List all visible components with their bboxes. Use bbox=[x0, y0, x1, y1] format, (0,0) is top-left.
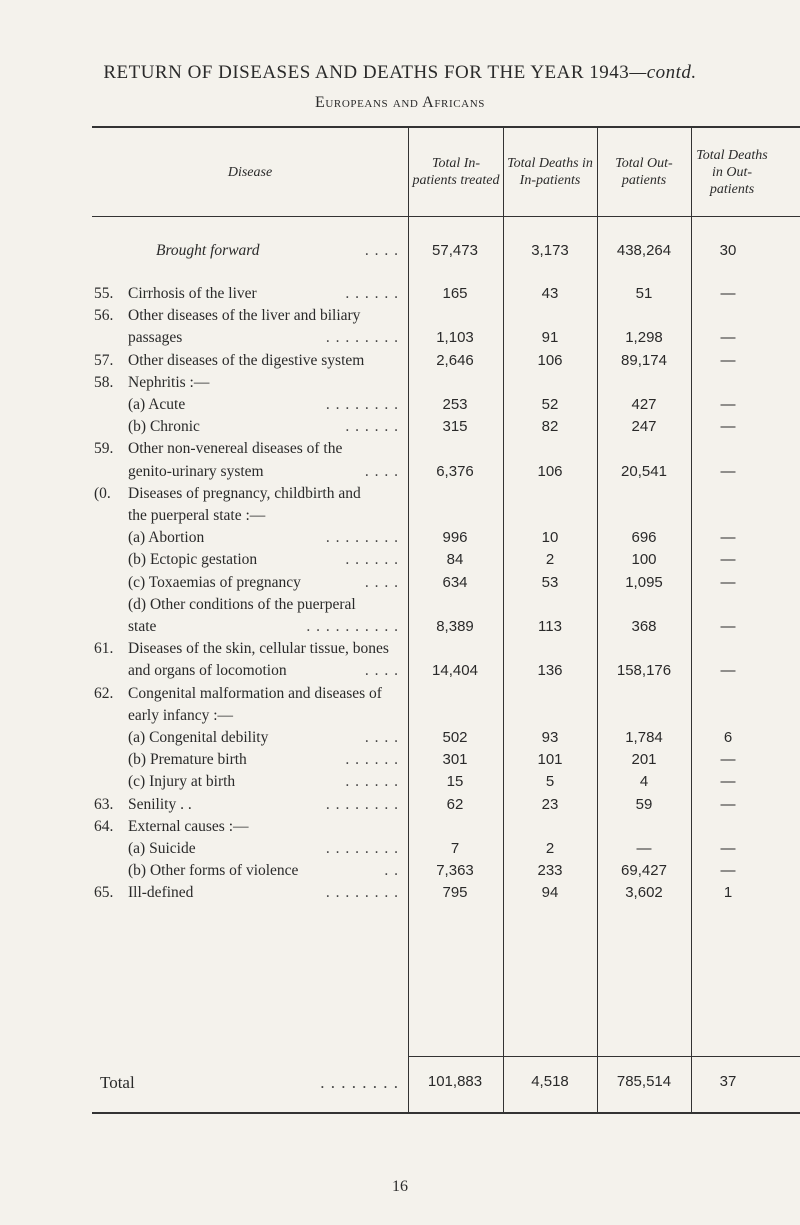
table-row bbox=[0, 418, 800, 439]
row-label-wrap bbox=[128, 796, 399, 814]
row-label: (a) Suicide bbox=[128, 840, 196, 857]
total-outpatients: 785,514 bbox=[616, 1073, 672, 1090]
page-number: 16 bbox=[392, 1178, 408, 1195]
row-dots: . . . . . . . . bbox=[325, 329, 399, 346]
row-label-wrap bbox=[128, 862, 399, 880]
row-label: (a) Acute bbox=[128, 396, 186, 413]
cell-deaths-out: — bbox=[720, 751, 736, 768]
cell-outpatients: 3,602 bbox=[625, 884, 663, 901]
row-index: 64. bbox=[94, 818, 114, 835]
row-label: and organs of locomotion bbox=[128, 662, 287, 679]
row-label: Senility . . bbox=[128, 796, 192, 813]
row-dots: . . . . . . . . bbox=[325, 396, 399, 413]
table-row bbox=[0, 529, 800, 550]
row-index: 56. bbox=[94, 307, 114, 324]
cell-deaths-out: — bbox=[720, 352, 736, 369]
cell-deaths-out: — bbox=[720, 396, 736, 413]
cell-outpatients: 696 bbox=[631, 529, 657, 546]
row-index: 63. bbox=[94, 796, 114, 813]
row-label-wrap bbox=[128, 551, 399, 569]
row-label: passages bbox=[128, 329, 183, 346]
cell-outpatients: 4 bbox=[639, 773, 649, 790]
total-dots: . . . . . . . . bbox=[320, 1073, 399, 1092]
row-label: early infancy :— bbox=[128, 707, 234, 724]
row-label: (b) Chronic bbox=[128, 418, 200, 435]
table-row bbox=[0, 640, 800, 661]
row-dots: . . . . . . bbox=[345, 751, 399, 768]
cell-outpatients: 427 bbox=[631, 396, 657, 413]
cell-inpatients: 165 bbox=[442, 285, 468, 302]
cell-deaths-in: 91 bbox=[541, 329, 559, 346]
row-label: Other non-venereal diseases of the bbox=[128, 440, 343, 457]
row-label: External causes :— bbox=[128, 818, 249, 835]
row-label: (c) Injury at birth bbox=[128, 773, 236, 790]
table-row bbox=[0, 884, 800, 905]
cell-outpatients: 247 bbox=[631, 418, 657, 435]
brought-forward-label-wrap bbox=[156, 242, 399, 260]
table-row bbox=[0, 329, 800, 350]
cell-deaths-in: 93 bbox=[541, 729, 559, 746]
cell-deaths-out: — bbox=[720, 329, 736, 346]
cell-inpatients: 502 bbox=[442, 729, 468, 746]
cell-inpatients: 795 bbox=[442, 884, 468, 901]
cell-deaths-out: — bbox=[720, 618, 736, 635]
row-label: (a) Abortion bbox=[128, 529, 205, 546]
row-label-wrap bbox=[128, 618, 399, 636]
cell-inpatients: 7,363 bbox=[436, 862, 474, 879]
row-label: Nephritis :— bbox=[128, 374, 210, 391]
table-row bbox=[0, 285, 800, 306]
brought-forward-dots: . . . . bbox=[364, 242, 399, 259]
row-label: Other diseases of the liver and biliary bbox=[128, 307, 361, 324]
row-dots: . . . . . . . . bbox=[325, 529, 399, 546]
header-outpatients: Total Out-patients bbox=[615, 156, 673, 188]
table-row bbox=[0, 374, 800, 395]
table-row bbox=[0, 352, 800, 373]
table-row bbox=[0, 729, 800, 750]
cell-outpatients: 51 bbox=[635, 285, 653, 302]
row-label: (a) Congenital debility bbox=[128, 729, 269, 746]
table-row bbox=[0, 662, 800, 683]
row-label-wrap bbox=[128, 329, 399, 347]
row-label: Congenital malformation and diseases of bbox=[128, 685, 382, 702]
cell-inpatients: 2,646 bbox=[436, 352, 474, 369]
table-row bbox=[0, 796, 800, 817]
row-label-wrap bbox=[128, 418, 399, 436]
row-index: 59. bbox=[94, 440, 114, 457]
cell-inpatients: 84 bbox=[446, 551, 464, 568]
row-label-wrap bbox=[128, 574, 399, 592]
row-label-wrap bbox=[128, 396, 399, 414]
cell-outpatients: — bbox=[636, 840, 652, 857]
row-label: state bbox=[128, 618, 157, 635]
row-label-wrap bbox=[128, 463, 399, 481]
cell-deaths-out: — bbox=[720, 418, 736, 435]
total-deaths-out: 37 bbox=[719, 1073, 737, 1090]
row-label: Other diseases of the digestive system bbox=[128, 352, 365, 369]
table-top-rule bbox=[92, 126, 800, 128]
title-contd: —contd. bbox=[629, 62, 697, 83]
table-row bbox=[0, 773, 800, 794]
cell-deaths-in: 94 bbox=[541, 884, 559, 901]
table-bottom-rule bbox=[92, 1112, 800, 1114]
table-row bbox=[0, 751, 800, 772]
row-label-wrap bbox=[128, 352, 399, 370]
cell-outpatients: 368 bbox=[631, 618, 657, 635]
brought-forward-inpatients: 57,473 bbox=[432, 242, 478, 259]
brought-forward-row bbox=[0, 242, 800, 263]
cell-deaths-out: — bbox=[720, 662, 736, 679]
row-dots: . . . . bbox=[364, 729, 399, 746]
table-row bbox=[0, 707, 800, 728]
cell-deaths-in: 52 bbox=[541, 396, 559, 413]
row-label: (b) Premature birth bbox=[128, 751, 247, 768]
cell-outpatients: 1,095 bbox=[625, 574, 663, 591]
cell-deaths-out: 6 bbox=[723, 729, 733, 746]
cell-deaths-in: 53 bbox=[541, 574, 559, 591]
row-dots: . . . . . . . . bbox=[325, 840, 399, 857]
cell-outpatients: 100 bbox=[631, 551, 657, 568]
cell-deaths-in: 106 bbox=[537, 352, 563, 369]
header-bottom-rule bbox=[92, 216, 800, 217]
table-row bbox=[0, 551, 800, 572]
brought-forward-deaths-in: 3,173 bbox=[531, 242, 569, 259]
cell-deaths-in: 43 bbox=[541, 285, 559, 302]
row-label-wrap bbox=[128, 307, 399, 325]
row-dots: . . . . . . . . . . bbox=[306, 618, 399, 635]
total-inpatients: 101,883 bbox=[427, 1073, 483, 1090]
row-dots: . . . . . . . . bbox=[325, 884, 399, 901]
cell-outpatients: 1,298 bbox=[625, 329, 663, 346]
cell-deaths-out: — bbox=[720, 551, 736, 568]
row-label-wrap bbox=[128, 507, 399, 525]
table-row bbox=[0, 507, 800, 528]
cell-deaths-in: 82 bbox=[541, 418, 559, 435]
table-row bbox=[0, 463, 800, 484]
row-label: Ill-defined bbox=[128, 884, 194, 901]
cell-deaths-in: 2 bbox=[545, 840, 555, 857]
row-label-wrap bbox=[128, 529, 399, 547]
table-row bbox=[0, 596, 800, 617]
table-row bbox=[0, 440, 800, 461]
cell-inpatients: 7 bbox=[450, 840, 460, 857]
cell-deaths-in: 233 bbox=[537, 862, 563, 879]
row-dots: . . . . . . bbox=[345, 285, 399, 302]
total-row bbox=[0, 1073, 800, 1094]
row-dots: . . . . . . bbox=[345, 418, 399, 435]
row-label-wrap bbox=[128, 640, 399, 658]
row-label-wrap bbox=[128, 840, 399, 858]
table-row bbox=[0, 618, 800, 639]
row-label-wrap bbox=[128, 751, 399, 769]
cell-outpatients: 1,784 bbox=[625, 729, 663, 746]
cell-outpatients: 89,174 bbox=[621, 352, 667, 369]
header-deaths-in-outpatients: Total Deaths in Out-patients bbox=[696, 147, 768, 197]
brought-forward-deaths-out: 30 bbox=[719, 242, 737, 259]
cell-inpatients: 996 bbox=[442, 529, 468, 546]
page-subtitle: Europeans and Africans bbox=[314, 94, 485, 111]
row-label: Diseases of pregnancy, childbirth and bbox=[128, 485, 361, 502]
cell-outpatients: 69,427 bbox=[621, 862, 667, 879]
row-label: genito-urinary system bbox=[128, 463, 264, 480]
table-row bbox=[0, 685, 800, 706]
cell-deaths-in: 2 bbox=[545, 551, 555, 568]
row-dots: . . . . . . bbox=[345, 551, 399, 568]
cell-inpatients: 62 bbox=[446, 796, 464, 813]
cell-inpatients: 1,103 bbox=[436, 329, 474, 346]
table-row bbox=[0, 574, 800, 595]
cell-deaths-in: 106 bbox=[537, 463, 563, 480]
row-label-wrap bbox=[128, 685, 399, 703]
cell-outpatients: 158,176 bbox=[616, 662, 672, 679]
cell-deaths-in: 101 bbox=[537, 751, 563, 768]
row-index: (0. bbox=[94, 485, 111, 502]
cell-deaths-in: 10 bbox=[541, 529, 559, 546]
cell-deaths-out: — bbox=[720, 796, 736, 813]
row-dots: . . . . bbox=[364, 463, 399, 480]
cell-deaths-out: — bbox=[720, 285, 736, 302]
page-title bbox=[0, 62, 800, 84]
cell-deaths-out: — bbox=[720, 463, 736, 480]
row-dots: . . . . . . bbox=[345, 773, 399, 790]
cell-deaths-out: — bbox=[720, 862, 736, 879]
table-row bbox=[0, 307, 800, 328]
total-deaths-in: 4,518 bbox=[531, 1073, 569, 1090]
table-row bbox=[0, 396, 800, 417]
cell-inpatients: 301 bbox=[442, 751, 468, 768]
header-deaths-in-inpatients: Total Deaths in In-patients bbox=[507, 156, 593, 188]
row-label: (b) Ectopic gestation bbox=[128, 551, 258, 568]
row-index: 58. bbox=[94, 374, 114, 391]
cell-deaths-in: 113 bbox=[538, 618, 562, 635]
row-index: 57. bbox=[94, 352, 114, 369]
row-label-wrap bbox=[128, 662, 399, 680]
row-label-wrap bbox=[128, 440, 399, 458]
row-label-wrap bbox=[128, 729, 399, 747]
total-label: Total bbox=[100, 1073, 135, 1092]
row-dots: . . . . bbox=[364, 662, 399, 679]
cell-outpatients: 201 bbox=[631, 751, 657, 768]
cell-deaths-out: — bbox=[720, 574, 736, 591]
cell-inpatients: 634 bbox=[442, 574, 468, 591]
header-disease: Disease bbox=[227, 164, 273, 180]
title-main: RETURN OF DISEASES AND DEATHS FOR THE YEAR 1943 bbox=[103, 62, 630, 83]
cell-deaths-out: — bbox=[720, 529, 736, 546]
cell-deaths-in: 5 bbox=[545, 773, 555, 790]
brought-forward-label: Brought forward bbox=[156, 242, 260, 259]
row-label-wrap bbox=[128, 818, 399, 836]
cell-inpatients: 6,376 bbox=[436, 463, 474, 480]
row-label-wrap bbox=[128, 285, 399, 303]
table-row bbox=[0, 818, 800, 839]
row-label: (c) Toxaemias of pregnancy bbox=[128, 574, 301, 591]
row-label-wrap bbox=[128, 374, 399, 392]
table-row bbox=[0, 862, 800, 883]
cell-deaths-out: — bbox=[720, 773, 736, 790]
row-label: (b) Other forms of violence bbox=[128, 862, 299, 879]
row-label-wrap bbox=[128, 773, 399, 791]
cell-inpatients: 315 bbox=[442, 418, 468, 435]
cell-deaths-in: 136 bbox=[537, 662, 563, 679]
row-index: 65. bbox=[94, 884, 114, 901]
cell-inpatients: 14,404 bbox=[432, 662, 478, 679]
cell-deaths-out: — bbox=[720, 840, 736, 857]
row-index: 55. bbox=[94, 285, 114, 302]
row-dots: . . bbox=[384, 862, 399, 879]
cell-deaths-in: 23 bbox=[541, 796, 559, 813]
cell-inpatients: 8,389 bbox=[436, 618, 474, 635]
row-label: the puerperal state :— bbox=[128, 507, 266, 524]
cell-inpatients: 253 bbox=[442, 396, 468, 413]
row-label-wrap bbox=[128, 596, 399, 614]
row-label-wrap bbox=[128, 485, 399, 503]
row-dots: . . . . bbox=[364, 574, 399, 591]
row-label: Cirrhosis of the liver bbox=[128, 285, 257, 302]
cell-deaths-out: 1 bbox=[723, 884, 733, 901]
table-row bbox=[0, 485, 800, 506]
row-label-wrap bbox=[128, 884, 399, 902]
brought-forward-outpatients: 438,264 bbox=[616, 242, 672, 259]
table-row bbox=[0, 840, 800, 861]
row-index: 62. bbox=[94, 685, 114, 702]
cell-outpatients: 59 bbox=[635, 796, 653, 813]
header-inpatients: Total In-patients treated bbox=[412, 156, 500, 188]
row-index: 61. bbox=[94, 640, 114, 657]
total-top-rule bbox=[408, 1056, 800, 1057]
total-label-wrap bbox=[100, 1073, 399, 1093]
row-label: (d) Other conditions of the puerperal bbox=[128, 596, 356, 613]
cell-inpatients: 15 bbox=[446, 773, 464, 790]
cell-outpatients: 20,541 bbox=[621, 463, 667, 480]
row-label: Diseases of the skin, cellular tissue, bones bbox=[128, 640, 389, 657]
row-label-wrap bbox=[128, 707, 399, 725]
row-dots: . . . . . . . . bbox=[325, 796, 399, 813]
